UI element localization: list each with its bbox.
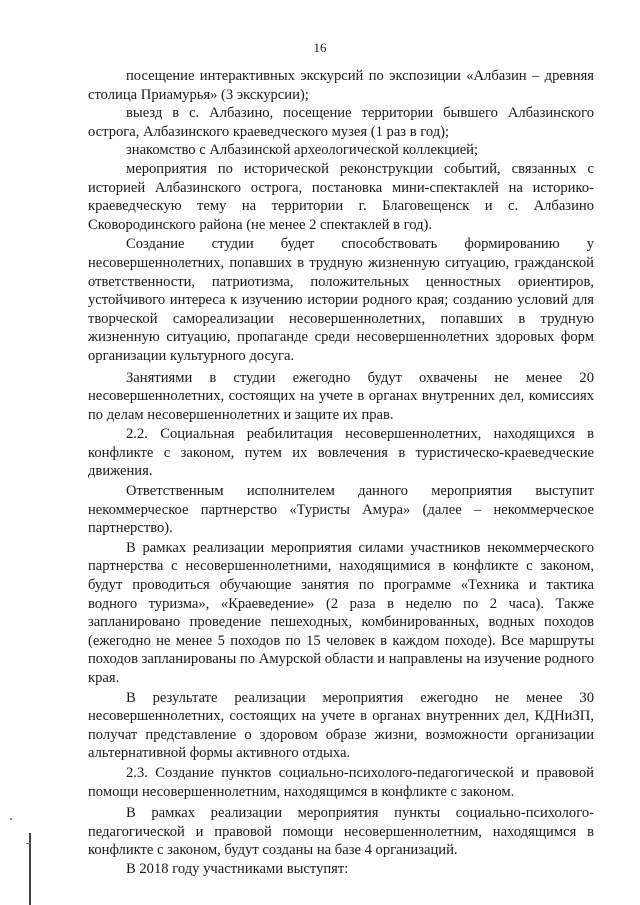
document-body [88,67,594,879]
section-heading-2-3: 2.3. Создание пунктов социально-психолого-педагогической и правовой помощи несовершеннолетним, находящимся в конфликте с законом. [88,764,594,800]
paragraph-collection: знакомство с Албазинской археологической коллекцией; [126,142,479,159]
scan-artifact-line [29,833,31,905]
paragraph-results: В результате реализации мероприятия ежегодно не менее 30 несовершеннолетних, состоящих на учете в органах внутренних дел, КДНиЗП, получат представление о здоровом образе жизни, возможности организации альтернативной формы активного отдыха. [88,689,594,762]
section-heading-2-2: 2.2. Социальная реабилитация несовершеннолетних, находящихся в конфликте с законом, путем их вовлечения в туристическо-краеведческие движения. [88,426,594,480]
scan-artifact-dot [10,818,12,820]
paragraph-participants-2018: В 2018 году участниками выступят: [126,860,349,877]
paragraph-responsible-executor: Ответственным исполнителем данного мероприятия выступит некоммерческое партнерство «Туристы Амура» (далее – некоммерческое партнерство). [88,483,594,537]
paragraph-excursions: посещение интерактивных экскурсий по экспозиции «Албазин – древняя столица Приамурья» (3 экскурсии); [88,68,594,103]
paragraph-trip-albazino: выезд в с. Албазино, посещение территории бывшего Албазинского острога, Албазинского краеведческого музея (1 раз в год); [88,105,594,140]
paragraph-reconstruction: мероприятия по исторической реконструкции событий, связанных с историей Албазинского острога, постановка мини-спектаклей на историко-краеведческую тему на территории г. Благовещенск и с. Албазино Сковородинского района (не менее 2 спектаклей в год). [88,160,594,233]
paragraph-studio-purpose: Создание студии будет способствовать формированию у несовершеннолетних, попавших в трудную жизненную ситуацию, гражданской ответственности, патриотизма, положительных ценностных ориентиров, устойчивого интереса к изучению истории родного края; созданию условий для творческой самореализации несовершеннолетних, попавших в трудную жизненную ситуацию, пропаганде среди несовершеннолетних здоровых форм организации культурного досуга. [88,236,594,364]
paragraph-studio-coverage: Занятиями в студии ежегодно будут охвачены не менее 20 несовершеннолетних, состоящих на учете в органах внутренних дел, комиссиях по делам несовершеннолетних и защите их прав. [88,369,594,423]
paragraph-assistance-points: В рамках реализации мероприятия пункты социально-психолого-педагогической и правовой помощи несовершеннолетним, находящимся в конфликте с законом, будут созданы на базе 4 организаций. [88,805,594,859]
paragraph-tourism-activities: В рамках реализации мероприятия силами участников некоммерческого партнерства с несовершеннолетними, находящимися в конфликте с законом, будут проводиться обучающие занятия по программе «Техника и тактика водного туризма», «Краеведение» (2 раза в неделю по 2 часа). Также запланировано проведение пешеходных, комбинированных, водных походов (ежегодно не менее 5 походов по 15 человек в каждом походе). Все маршруты походов запланированы по Амурской области и направлены на изучение родного края. [88,539,594,686]
page-number: 16 [313,40,327,55]
